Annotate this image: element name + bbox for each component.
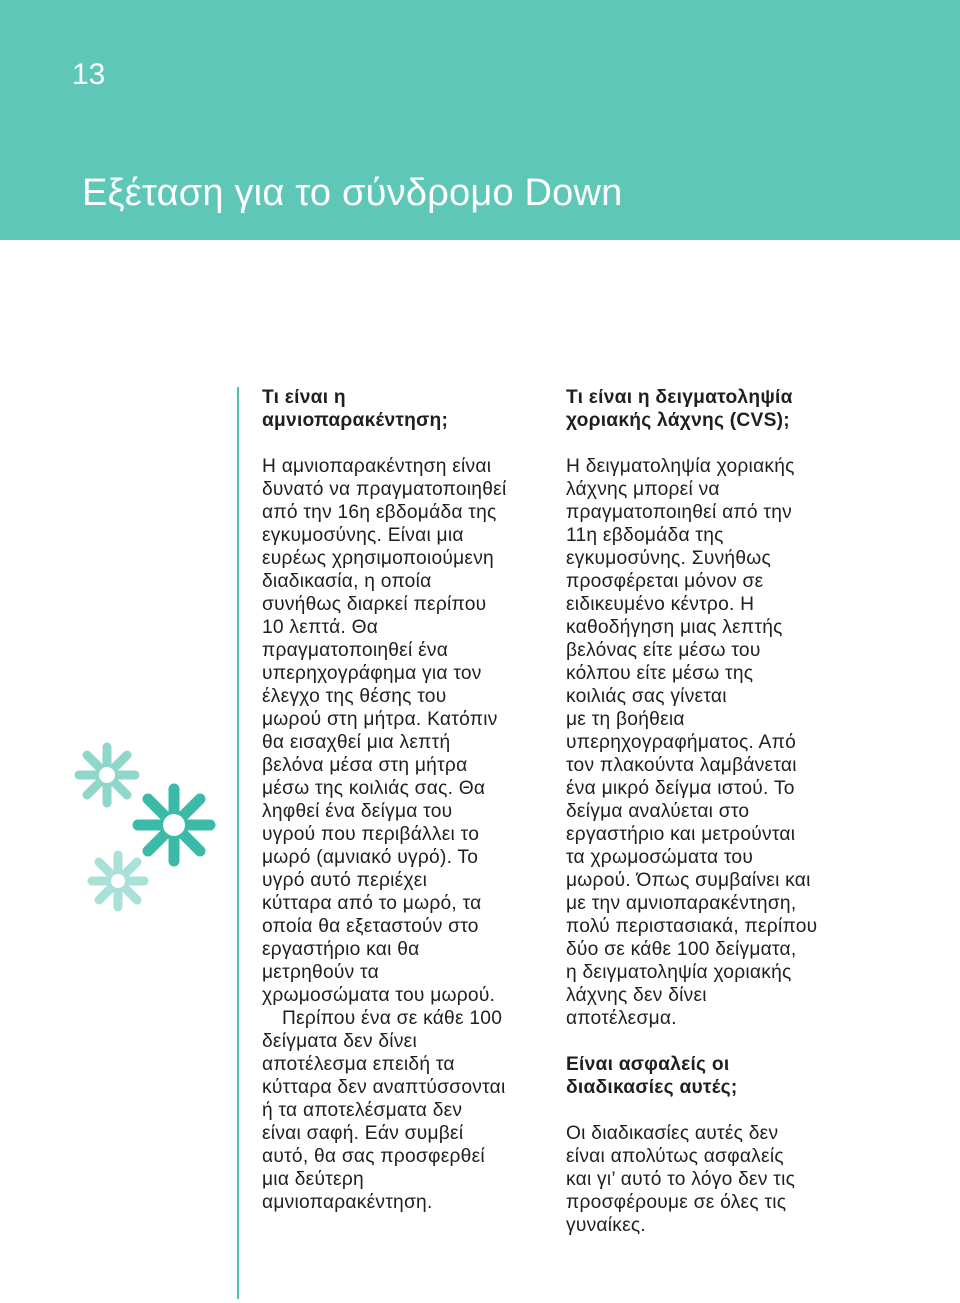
safety-heading: Είναι ασφαλείς οι διαδικασίες αυτές; [566,1054,738,1098]
amniocentesis-heading: Τι είναι η αμνιοπαρακέντηση; [262,387,449,431]
page-title: Εξέταση για το σύνδρομο Down [82,172,623,214]
asterisk-flower-icon [138,789,210,861]
flower-decoration [70,735,230,925]
cvs-heading: Τι είναι η δειγματοληψία χοριακής λάχνης (CVS); [566,387,793,431]
safety-paragraph: Οι διαδικασίες αυτές δεν είναι απολύτως ασφαλείς και γι’ αυτό το λόγο δεν τις προσφέρουμε σε όλες τις γυναίκες. [566,1123,796,1236]
asterisk-flower-icon [79,747,135,803]
page-number: 13 [72,58,106,91]
right-column [566,386,856,1237]
cvs-paragraph: Η δειγματοληψία χοριακής λάχνης μπορεί να πραγματοποιηθεί από την 11η εβδομάδα της εγκυμοσύνης. Συνήθως προσφέρεται μόνον σε ειδικευμένο κέντρο. Η καθοδήγηση μιας λεπτής βελόνας είτε μέσω του κόλπου είτε μέσω της κοιλιάς σας γίνεται με τη βοήθεια υπερηχογραφήματος. Από τον πλακούντα λαμβάνεται ένα μικρό δείγμα ιστού. Το δείγμα αναλύεται στο εργαστήριο και μετρούνται τα χρωμοσώματα του μωρού. Όπως συμβαίνει και με την αμνιοπαρακέντηση, πολύ περιστασιακά, περίπου δύο σε κάθε 100 δείγματα, η δειγματοληψία χοριακής λάχνης δεν δίνει αποτέλεσμα. [566,456,818,1029]
asterisk-flower-icon [92,855,144,907]
column-divider [237,387,239,1299]
left-column [262,386,562,1214]
amniocentesis-results-paragraph: Περίπου ένα σε κάθε 100 δείγματα δεν δίνει αποτέλεσμα επειδή τα κύτταρα δεν αναπτύσσονται ή τα αποτελέσματα δεν είναι σαφή. Εάν συμβεί αυτό, θα σας προσφερθεί μια δεύτερη αμνιοπαρακέντηση. [262,1008,506,1213]
header-band [0,0,960,240]
amniocentesis-paragraph: Η αμνιοπαρακέντηση είναι δυνατό να πραγματοποιηθεί από την 16η εβδομάδα της εγκυμοσύνης. Είναι μια ευρέως χρησιμοποιούμενη διαδικασία, η οποία συνήθως διαρκεί περίπου 10 λεπτά. Θα πραγματοποιηθεί ένα υπερηχογράφημα για τον έλεγχο της θέσης του μωρού στη μήτρα. Κατόπιν θα εισαχθεί μια λεπτή βελόνα μέσα στη μήτρα μέσω της κοιλιάς σας. Θα ληφθεί ένα δείγμα του υγρού που περιβάλλει το μωρό (αμνιακό υγρό). Το υγρό αυτό περιέχει κύτταρα από το μωρό, τα οποία θα εξεταστούν στο εργαστήριο και θα μετρηθούν τα χρωμοσώματα του μωρού. [262,456,507,1006]
